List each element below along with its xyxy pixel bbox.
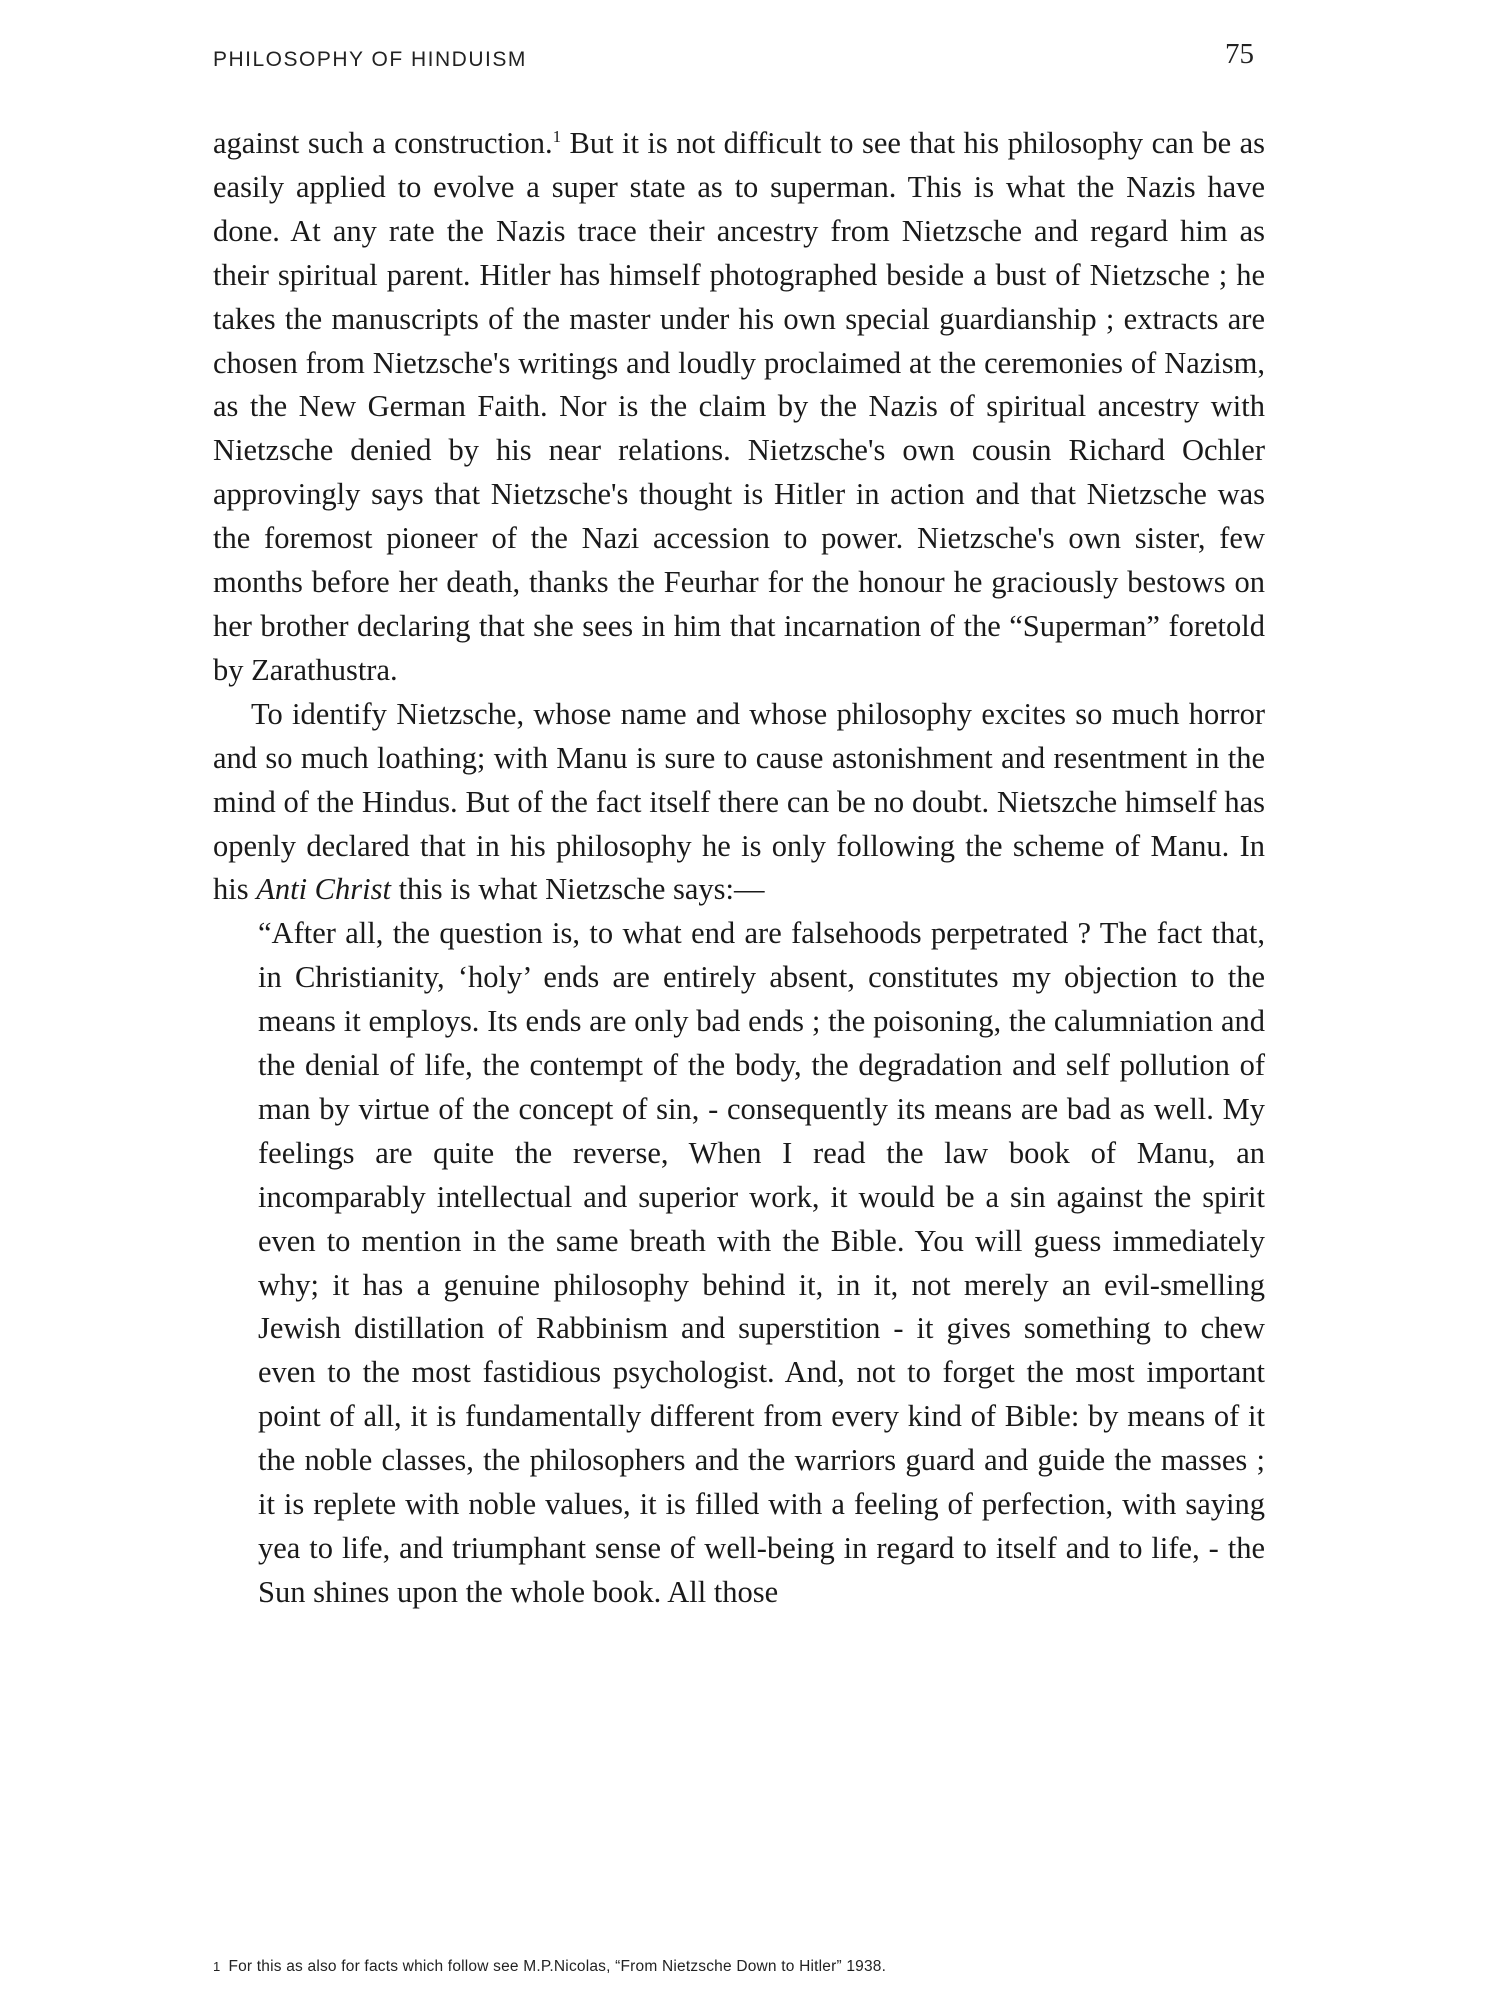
footnote-reference: 1 bbox=[552, 126, 562, 146]
footnote-text: For this as also for facts which follow see M.P.Nicolas, “From Nietzsche Down to Hitler” 1938. bbox=[228, 1958, 887, 1975]
main-text bbox=[213, 122, 1265, 1615]
paragraph-1-rest: But it is not difficult to see that his philosophy can be as easily applied to evolve a super state as to superman. This is what the Nazis have done. At any rate the Nazis trace their ancestry from Nietzsche and regard him as their spiritual parent. Hitler has himself photographed beside a bust of Nietzsche ; he takes the manuscripts of the master under his own special guardianship ; extracts are chosen from Nietzsche's writings and loudly proclaimed at the ceremonies of Nazism, as the New German Faith. Nor is the claim by the Nazis of spiritual ancestry with Nietzsche denied by his near relations. Nietzsche's own cousin Richard Ochler approvingly says that Nietzsche's thought is Hitler in action and that Nietzsche was the foremost pioneer of the Nazi accession to power. Nietzsche's own sister, few months before her death, thanks the Feurhar for the honour he graciously bestows on her brother declaring that she sees in him that incarnation of the “Superman” foretold by Zarathustra. bbox=[213, 126, 1265, 687]
paragraph-2-end: this is what Nietzsche says:— bbox=[390, 872, 765, 907]
paragraph-1 bbox=[213, 122, 1265, 693]
page-number: 75 bbox=[1225, 38, 1254, 70]
footnote-mark: 1 bbox=[213, 1959, 221, 1974]
block-quote: “After all, the question is, to what end are falsehoods perpetrated ? The fact that, in Christianity, ‘holy’ ends are entirely absent, constitutes my objection to the means it employs. Its ends are only bad ends ; the poisoning, the calumniation and the denial of life, the contempt of the body, the degradation and self pollution of man by virtue of the concept of sin, - consequently its means are bad as well. My feelings are quite the reverse, When I read the law book of Manu, an incomparably intellectual and superior work, it would be a sin against the spirit even to mention in the same breath with the Bible. You will guess immediately why; it has a genuine philosophy behind it, in it, not merely an evil-smelling Jewish distillation of Rabbinism and superstition - it gives something to chew even to the most fastidious psychologist. And, not to forget the most important point of all, it is fundamentally different from every kind of Bible: by means of it the noble classes, the philosophers and the warriors guard and guide the masses ; it is replete with noble values, it is filled with a feeling of perfection, with saying yea to life, and triumphant sense of well-being in regard to itself and to life, - the Sun shines upon the whole book. All those bbox=[258, 916, 1265, 1609]
paragraph-2-start: To identify Nietzsche, whose name and whose philosophy excites so much horror and so much loathing; with Manu is sure to cause astonishment and resentment in the mind of the Hindus. But of the fact itself there can be no doubt. Nietszche himself has openly declared that in his philosophy he is only following the scheme of Manu. In his bbox=[213, 696, 1265, 907]
paragraph-2 bbox=[213, 693, 1265, 913]
footnote bbox=[213, 1958, 1265, 1976]
book-title-anti-christ: Anti Christ bbox=[256, 872, 391, 907]
running-title: PHILOSOPHY OF HINDUISM bbox=[213, 48, 527, 71]
paragraph-1-start: against such a construction. bbox=[213, 126, 553, 160]
